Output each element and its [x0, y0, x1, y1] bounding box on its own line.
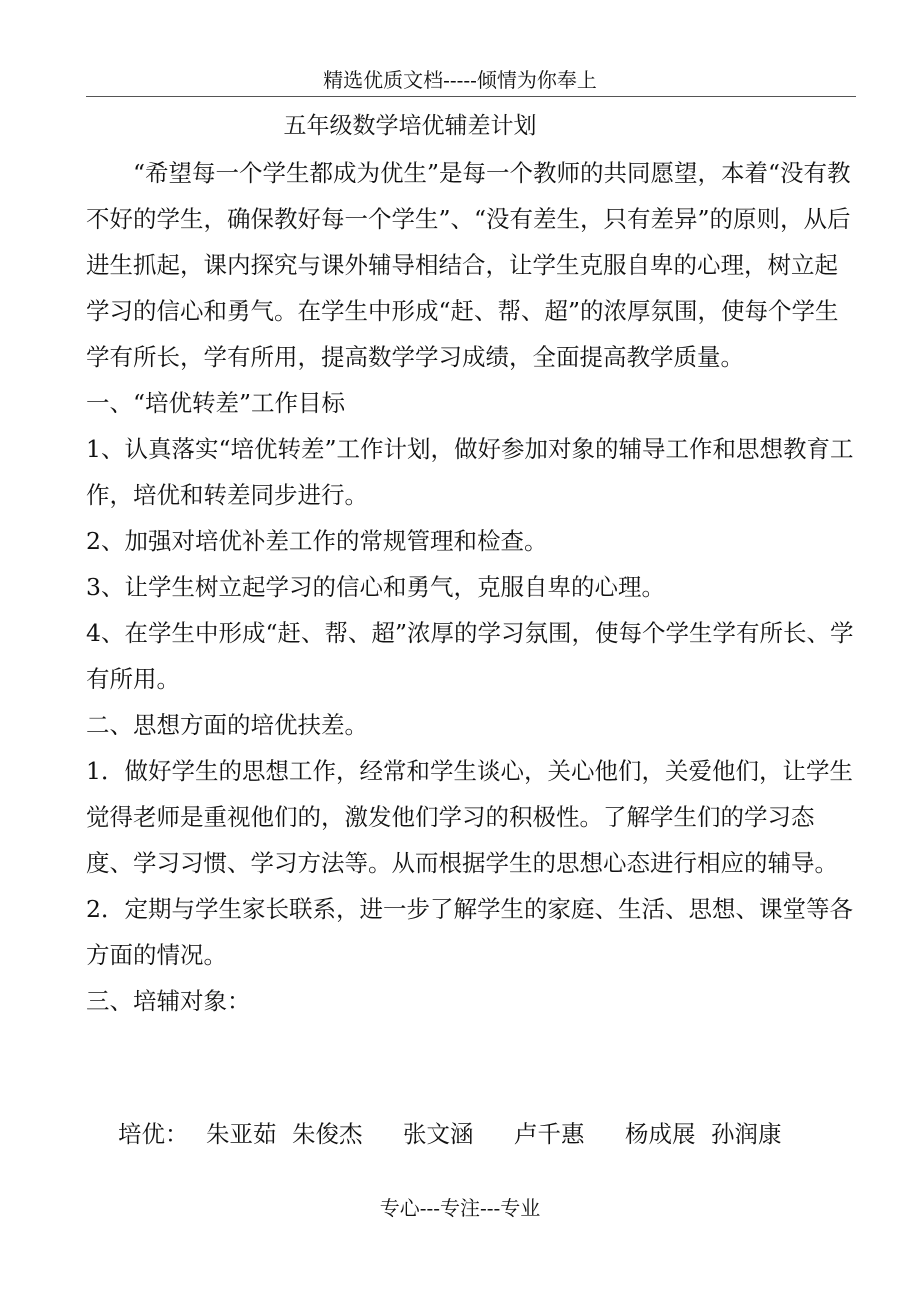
page-header: 精选优质文档-----倾情为你奉上: [323, 68, 597, 92]
student-name: 杨成展: [625, 1120, 696, 1148]
section-2-heading: 二、思想方面的培优扶差。: [86, 711, 368, 739]
student-name: 朱俊杰: [292, 1120, 363, 1148]
document-title: 五年级数学培优辅差计划: [283, 113, 537, 139]
section-1-item: 2、加强对培优补差工作的常规管理和检查。: [86, 527, 548, 555]
student-name: 张文涵: [403, 1120, 474, 1148]
student-name: 卢千惠: [514, 1120, 585, 1148]
student-name: 孙润康: [711, 1120, 782, 1148]
section-3-heading: 三、培辅对象：: [86, 987, 251, 1015]
student-name: 朱亚茹: [206, 1120, 277, 1148]
student-list: [118, 1114, 782, 1154]
header-divider: [86, 96, 856, 97]
section-1-heading: 一、“培优转差”工作目标: [86, 389, 346, 417]
section-1-item: 3、让学生树立起学习的信心和勇气，克服自卑的心理。: [86, 573, 665, 601]
student-list-label: 培优：: [118, 1120, 189, 1148]
section-2-item: 1．做好学生的思想工作，经常和学生谈心，关心他们，关爱他们，让学生觉得老师是重视他们的，激发他们学习的积极性。了解学生们的学习态度、学习习惯、学习方法等。从而根据学生的思想心态进行相应的辅导。: [86, 757, 853, 877]
section-1-item: 1、认真落实“培优转差”工作计划，做好参加对象的辅导工作和思想教育工作，培优和转差同步进行。: [86, 435, 854, 509]
intro-paragraph: “希望每一个学生都成为优生”是每一个教师的共同愿望，本着“没有教不好的学生，确保教好每一个学生”、“没有差生，只有差异”的原则，从后进生抓起，课内探究与课外辅导相结合，让学生克服自卑的心理，树立起学习的信心和勇气。在学生中形成“赶、帮、超”的浓厚氛围，使每个学生学有所长，学有所用，提高数学学习成绩，全面提高教学质量。: [86, 159, 851, 371]
section-1-item: 4、在学生中形成“赶、帮、超”浓厚的学习氛围，使每个学生学有所长、学有所用。: [86, 619, 854, 693]
document-body: [86, 150, 858, 1024]
section-2-item: 2．定期与学生家长联系，进一步了解学生的家庭、生活、思想、课堂等各方面的情况。: [86, 895, 853, 969]
page-footer: 专心---专注---专业: [379, 1196, 541, 1220]
